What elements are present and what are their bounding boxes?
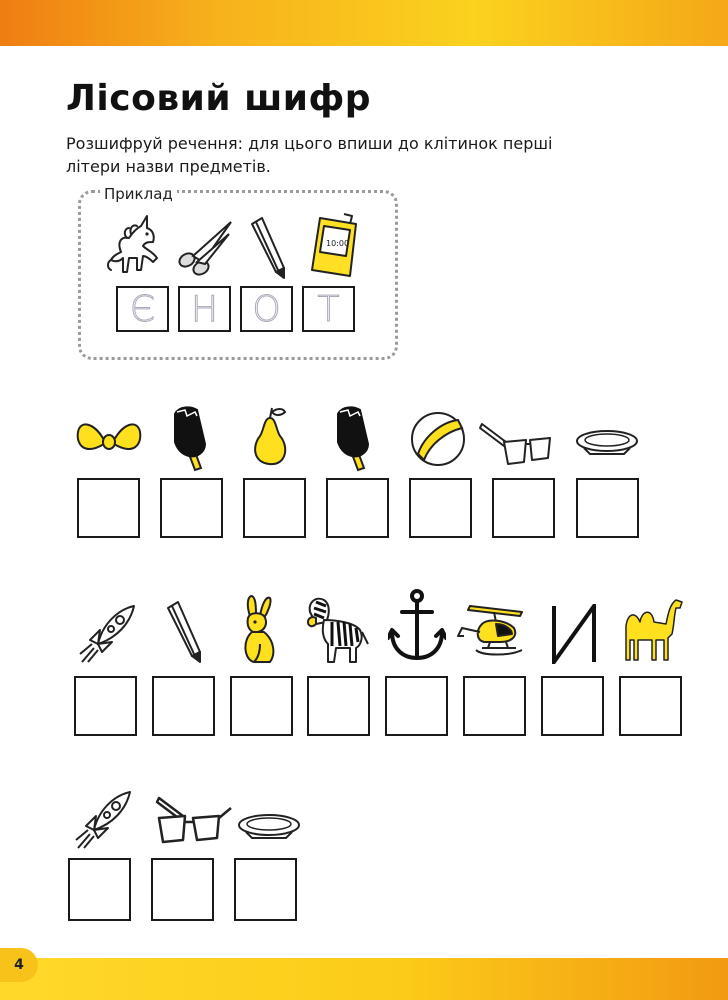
answer-letter-box[interactable] (576, 478, 639, 538)
page-number: 4 (0, 948, 38, 982)
pencil-icon (164, 598, 204, 664)
rocket-icon (72, 788, 134, 852)
answer-letter-box[interactable] (160, 478, 223, 538)
answer-letter-box[interactable] (243, 478, 306, 538)
camel-icon (622, 594, 686, 666)
answer-letter-box[interactable] (77, 478, 140, 538)
answer-letter-box[interactable] (619, 676, 682, 736)
phone-screen-text: 10:00 (326, 239, 350, 248)
answer-letter-box[interactable] (74, 676, 137, 736)
ball-icon (408, 410, 468, 468)
answer-letter-box[interactable] (68, 858, 131, 921)
glasses-icon (478, 418, 554, 468)
answer-letter-box[interactable] (492, 478, 555, 538)
answer-letter-box[interactable] (541, 676, 604, 736)
helicopter-icon (456, 602, 536, 662)
glasses-icon (155, 794, 235, 846)
anchor-icon (388, 588, 446, 664)
pencil-icon (248, 214, 288, 280)
bow-icon (74, 416, 144, 466)
rabbit-icon (236, 594, 282, 666)
popsicle-icon (165, 404, 213, 474)
example-letter: Н (190, 288, 219, 330)
phone-icon (306, 212, 364, 280)
answer-letter-box[interactable] (385, 676, 448, 736)
top-color-band (0, 0, 728, 46)
zebra-icon (302, 594, 370, 666)
answer-letter-box[interactable] (234, 858, 297, 921)
bottom-color-band (0, 958, 728, 1000)
answer-letter-box[interactable] (152, 676, 215, 736)
answer-letter-box[interactable] (151, 858, 214, 921)
example-label: Приклад (100, 185, 177, 203)
example-letter: О (252, 288, 281, 330)
page-title: Лісовий шифр (66, 78, 372, 119)
rocket-icon (76, 602, 138, 666)
popsicle-icon (328, 404, 376, 474)
unicorn-icon (103, 212, 165, 280)
plate-icon (574, 428, 640, 458)
answer-letter-box[interactable] (463, 676, 526, 736)
answer-letter-box[interactable] (409, 478, 472, 538)
example-letter: Є (129, 288, 156, 330)
answer-letter-box[interactable] (307, 676, 370, 736)
plate-icon (236, 812, 302, 842)
instruction-text: Розшифруй речення: для цього впиши до клітинок перші літери назви предметів. (66, 134, 553, 176)
answer-letter-box[interactable] (230, 676, 293, 736)
letter-i-icon (548, 604, 600, 664)
answer-letter-box[interactable] (326, 478, 389, 538)
scissors-icon (175, 218, 235, 276)
example-letter: Т (317, 288, 340, 330)
pear-icon (247, 404, 293, 468)
